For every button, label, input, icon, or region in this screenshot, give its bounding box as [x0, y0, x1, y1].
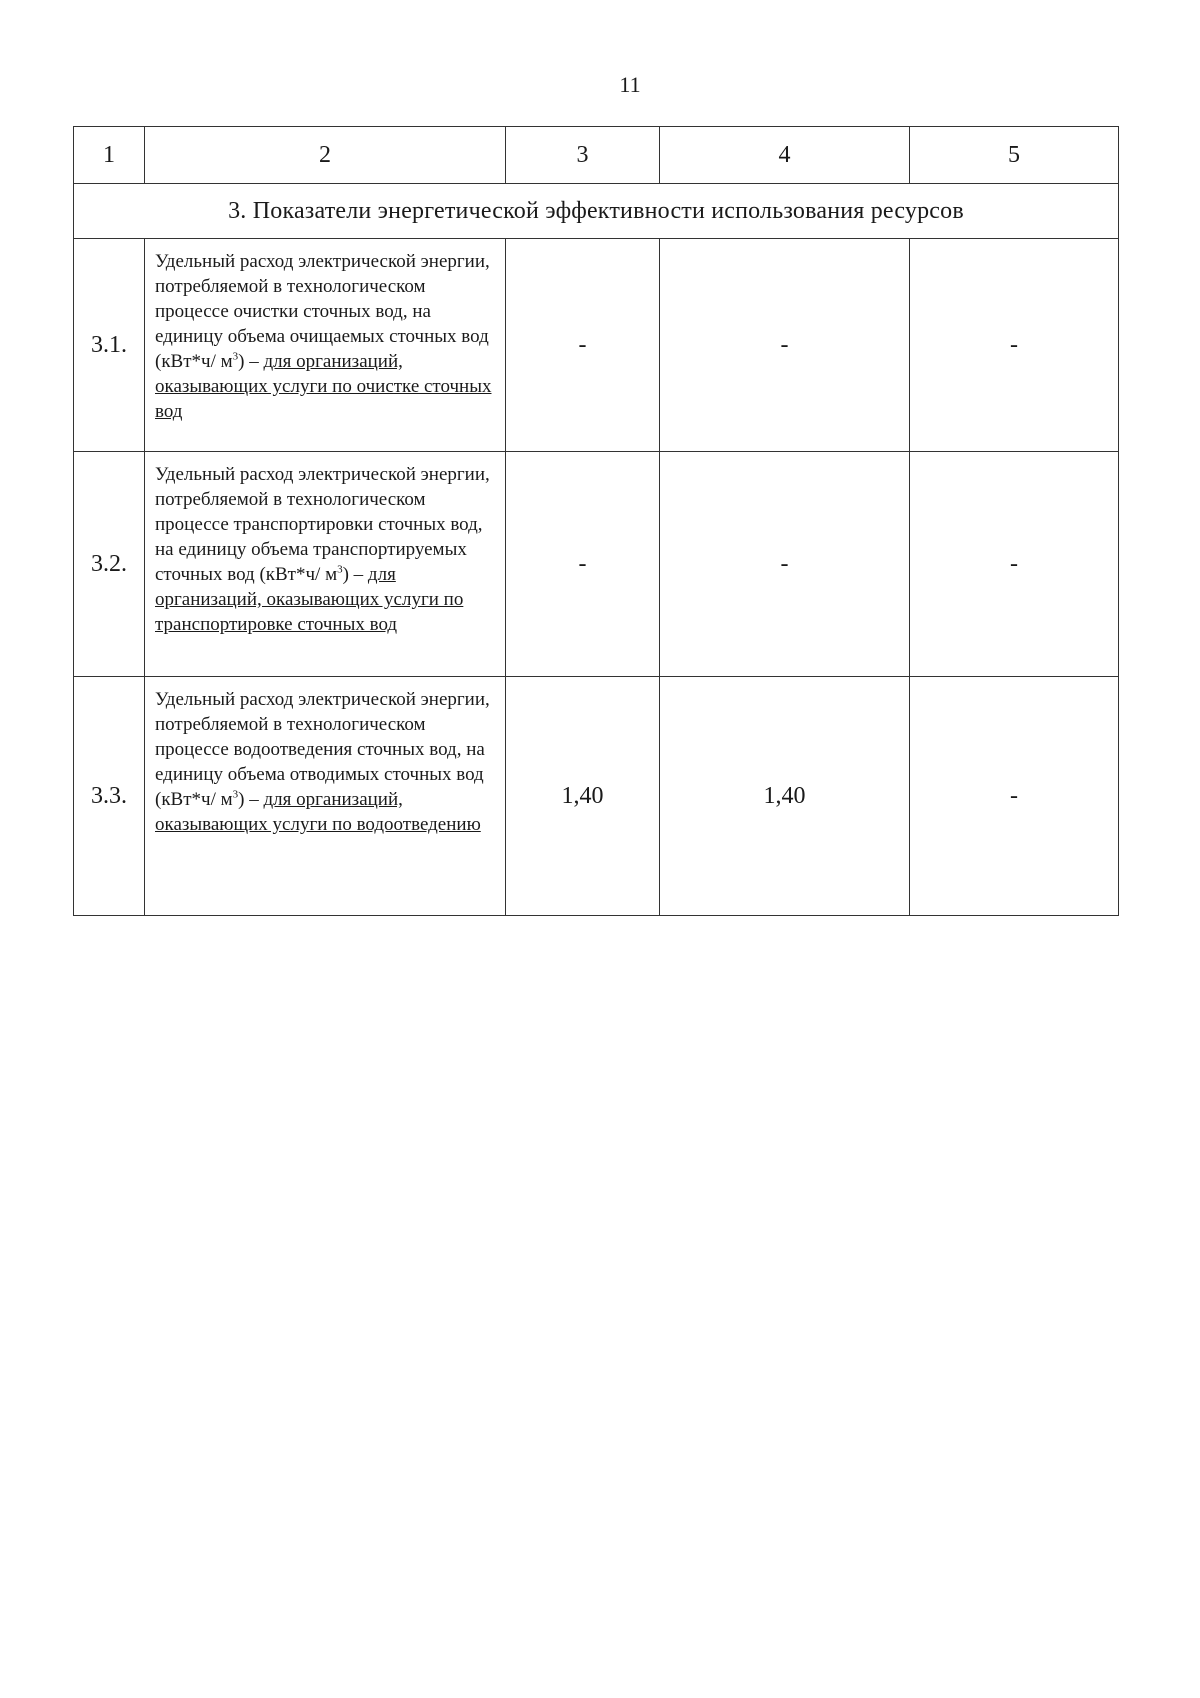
table-row	[74, 677, 1119, 916]
description-text: Удельный расход электрической энергии, потребляемой в технологическом процессе водоотведения сточных вод, на единицу объема отводимых сточных вод (кВт*ч/ м	[155, 689, 490, 810]
header-cell-4: 4	[660, 127, 910, 184]
header-cell-3: 3	[506, 127, 660, 184]
superscript: 3	[337, 563, 343, 576]
section-title: 3. Показатели энергетической эффективности использования ресурсов	[74, 184, 1119, 239]
row-description	[145, 239, 506, 452]
row-number: 3.3.	[74, 677, 145, 916]
superscript: 3	[232, 788, 239, 801]
value-col-5: -	[910, 452, 1119, 677]
header-cell-1: 1	[74, 127, 145, 184]
value-col-3: -	[506, 239, 660, 452]
row-number: 3.1.	[74, 239, 145, 452]
value-col-5: -	[910, 239, 1119, 452]
table-row	[74, 452, 1119, 677]
description-underlined: для организаций, оказывающих услуги по транспортировке сточных вод	[155, 564, 464, 635]
value-col-3: -	[506, 452, 660, 677]
description-text: Удельный расход электрической энергии, потребляемой в технологическом процессе очистки сточных вод, на единицу объема очищаемых сточных вод (кВт*ч/ м	[155, 251, 490, 372]
value-col-3: 1,40	[506, 677, 660, 916]
value-col-4: 1,40	[660, 677, 910, 916]
description-text-tail: ) –	[238, 789, 264, 810]
description-underlined: для организаций, оказывающих услуги по очистке сточных вод	[155, 351, 492, 422]
header-cell-2: 2	[145, 127, 506, 184]
section-row	[74, 184, 1119, 239]
value-col-5: -	[910, 677, 1119, 916]
superscript: 3	[232, 350, 239, 363]
row-description	[145, 677, 506, 916]
description-text-tail: ) –	[342, 564, 368, 585]
value-col-4: -	[660, 239, 910, 452]
table-header-row	[74, 127, 1119, 184]
description-underlined: для организаций, оказывающих услуги по водоотведению	[155, 789, 481, 835]
description-text: Удельный расход электрической энергии, потребляемой в технологическом процессе транспортировки сточных вод, на единицу объема транспортируемых сточных вод (кВт*ч/ м	[155, 464, 490, 585]
page-number: 11	[619, 72, 641, 97]
row-number: 3.2.	[74, 452, 145, 677]
table-row	[74, 239, 1119, 452]
indicators-table	[73, 126, 1119, 916]
header-cell-5: 5	[910, 127, 1119, 184]
description-text-tail: ) –	[238, 351, 264, 372]
value-col-4: -	[660, 452, 910, 677]
row-description	[145, 452, 506, 677]
